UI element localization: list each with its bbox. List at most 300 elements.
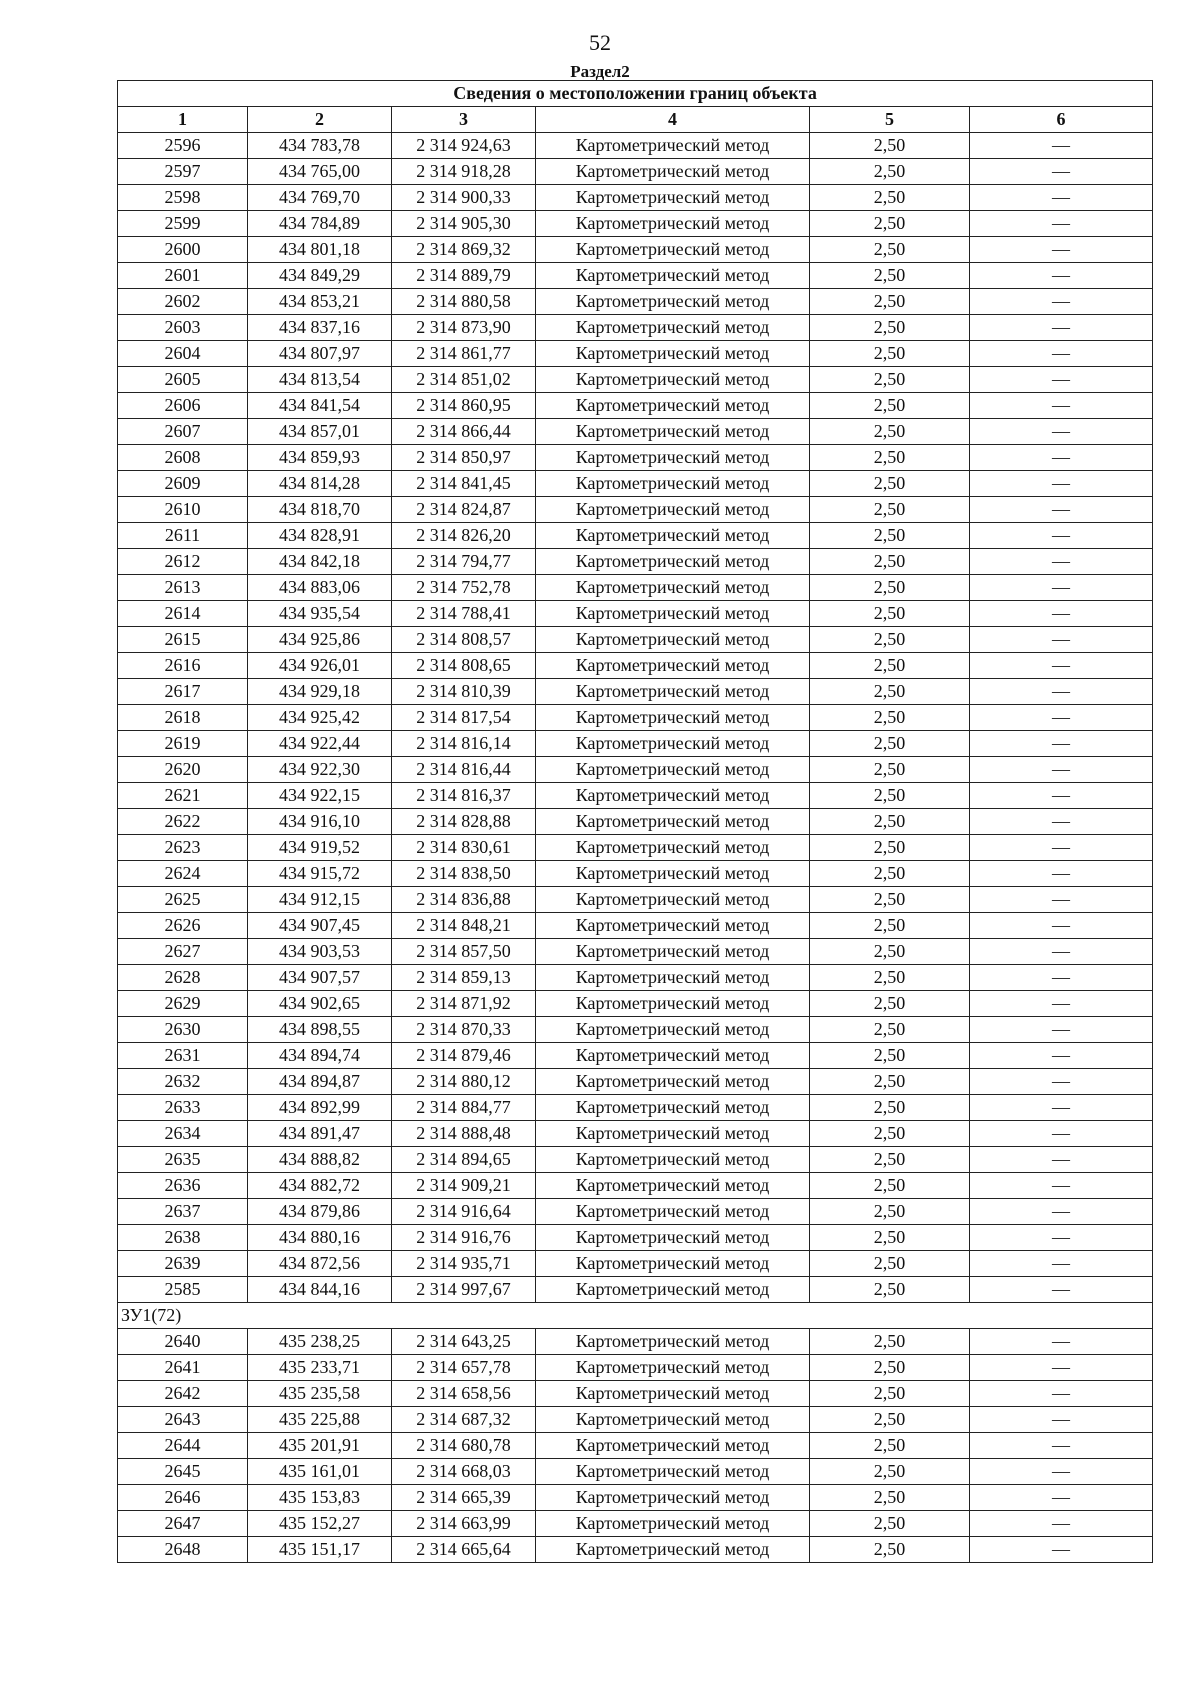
table-row xyxy=(118,1537,1153,1563)
table-cell: 2 314 916,76 xyxy=(392,1225,536,1251)
table-cell: Картометрический метод xyxy=(536,1173,810,1199)
table-cell: 2605 xyxy=(118,367,248,393)
table-cell: 2642 xyxy=(118,1381,248,1407)
table-cell: 2 314 859,13 xyxy=(392,965,536,991)
table-cell: 2,50 xyxy=(810,887,970,913)
table-cell: Картометрический метод xyxy=(536,315,810,341)
table-cell: Картометрический метод xyxy=(536,627,810,653)
table-cell: Картометрический метод xyxy=(536,211,810,237)
table-cell: — xyxy=(970,471,1153,497)
table-cell: — xyxy=(970,1459,1153,1485)
table-cell: 2,50 xyxy=(810,1511,970,1537)
table-cell: 434 842,18 xyxy=(248,549,392,575)
table-cell: 2 314 657,78 xyxy=(392,1355,536,1381)
table-row xyxy=(118,419,1153,445)
table-cell: 2623 xyxy=(118,835,248,861)
table-cell: 434 919,52 xyxy=(248,835,392,861)
table-cell: Картометрический метод xyxy=(536,679,810,705)
table-cell: 2,50 xyxy=(810,341,970,367)
table-row xyxy=(118,185,1153,211)
table-cell: 2,50 xyxy=(810,1277,970,1303)
table-cell: 2,50 xyxy=(810,159,970,185)
table-row xyxy=(118,705,1153,731)
table-cell: 2 314 857,50 xyxy=(392,939,536,965)
table-cell: — xyxy=(970,705,1153,731)
table-row xyxy=(118,991,1153,1017)
table-cell: — xyxy=(970,731,1153,757)
table-cell: 434 769,70 xyxy=(248,185,392,211)
table-cell: 2608 xyxy=(118,445,248,471)
table-cell: — xyxy=(970,913,1153,939)
table-cell: 2598 xyxy=(118,185,248,211)
table-cell: 2,50 xyxy=(810,1095,970,1121)
table-cell: Картометрический метод xyxy=(536,809,810,835)
table-cell: 2,50 xyxy=(810,1433,970,1459)
table-cell: 2596 xyxy=(118,133,248,159)
table-cell: 435 238,25 xyxy=(248,1329,392,1355)
table-cell: 434 828,91 xyxy=(248,523,392,549)
table-cell: Картометрический метод xyxy=(536,237,810,263)
table-cell: 434 929,18 xyxy=(248,679,392,705)
table-cell: — xyxy=(970,575,1153,601)
table-cell: 2,50 xyxy=(810,1407,970,1433)
table-cell: — xyxy=(970,263,1153,289)
table-cell: 2638 xyxy=(118,1225,248,1251)
table-cell: 2611 xyxy=(118,523,248,549)
table-cell: 435 151,17 xyxy=(248,1537,392,1563)
table-cell: — xyxy=(970,653,1153,679)
table-cell: 2621 xyxy=(118,783,248,809)
table-cell: Картометрический метод xyxy=(536,1485,810,1511)
table-cell: 2 314 668,03 xyxy=(392,1459,536,1485)
table-cell: — xyxy=(970,1121,1153,1147)
table-cell: 2,50 xyxy=(810,211,970,237)
table-cell: 2 314 900,33 xyxy=(392,185,536,211)
table-cell: 2622 xyxy=(118,809,248,835)
table-cell: 2 314 687,32 xyxy=(392,1407,536,1433)
table-row xyxy=(118,1329,1153,1355)
table-cell: 2 314 830,61 xyxy=(392,835,536,861)
table-cell: 2610 xyxy=(118,497,248,523)
table-cell: 435 152,27 xyxy=(248,1511,392,1537)
table-cell: 2601 xyxy=(118,263,248,289)
table-cell: Картометрический метод xyxy=(536,341,810,367)
table-cell: 2,50 xyxy=(810,471,970,497)
table-cell: 2,50 xyxy=(810,783,970,809)
table-cell: 2,50 xyxy=(810,601,970,627)
table-cell: 2,50 xyxy=(810,133,970,159)
table-cell: 2 314 905,30 xyxy=(392,211,536,237)
table-cell: 2 314 658,56 xyxy=(392,1381,536,1407)
table-cell: 2624 xyxy=(118,861,248,887)
table-cell: 2,50 xyxy=(810,1199,970,1225)
table-cell: 2,50 xyxy=(810,705,970,731)
table-cell: 434 915,72 xyxy=(248,861,392,887)
table-row xyxy=(118,861,1153,887)
table-cell: Картометрический метод xyxy=(536,1407,810,1433)
table-cell: 434 935,54 xyxy=(248,601,392,627)
table-title: Сведения о местоположении границ объекта xyxy=(118,81,1153,107)
table-row xyxy=(118,783,1153,809)
boundary-coordinates-table xyxy=(117,80,1153,1563)
table-row xyxy=(118,1069,1153,1095)
table-cell: 2 314 824,87 xyxy=(392,497,536,523)
table-cell: Картометрический метод xyxy=(536,445,810,471)
table-cell: 434 882,72 xyxy=(248,1173,392,1199)
table-row xyxy=(118,1407,1153,1433)
table-row xyxy=(118,133,1153,159)
table-cell: — xyxy=(970,991,1153,1017)
table-cell: 2 314 866,44 xyxy=(392,419,536,445)
table-row xyxy=(118,1199,1153,1225)
table-row xyxy=(118,549,1153,575)
table-row xyxy=(118,1485,1153,1511)
table-cell: 2599 xyxy=(118,211,248,237)
table-cell: Картометрический метод xyxy=(536,1355,810,1381)
table-cell: 2,50 xyxy=(810,393,970,419)
table-cell: 2,50 xyxy=(810,497,970,523)
table-row xyxy=(118,1095,1153,1121)
table-cell: — xyxy=(970,1329,1153,1355)
table-cell: 2 314 643,25 xyxy=(392,1329,536,1355)
table-cell: 434 814,28 xyxy=(248,471,392,497)
table-cell: 2636 xyxy=(118,1173,248,1199)
column-header-row xyxy=(118,107,1153,133)
table-cell: 2 314 997,67 xyxy=(392,1277,536,1303)
table-cell: 2,50 xyxy=(810,1173,970,1199)
table-cell: 434 894,74 xyxy=(248,1043,392,1069)
table-cell: 2,50 xyxy=(810,185,970,211)
table-cell: 2648 xyxy=(118,1537,248,1563)
table-cell: 2,50 xyxy=(810,653,970,679)
table-cell: 2633 xyxy=(118,1095,248,1121)
table-cell: 434 879,86 xyxy=(248,1199,392,1225)
table-cell: 434 818,70 xyxy=(248,497,392,523)
table-cell: — xyxy=(970,1381,1153,1407)
table-cell: 2 314 752,78 xyxy=(392,575,536,601)
table-cell: 434 784,89 xyxy=(248,211,392,237)
table-cell: 434 837,16 xyxy=(248,315,392,341)
table-row xyxy=(118,913,1153,939)
table-cell: 2634 xyxy=(118,1121,248,1147)
table-cell: Картометрический метод xyxy=(536,731,810,757)
table-cell: Картометрический метод xyxy=(536,263,810,289)
table-cell: 434 857,01 xyxy=(248,419,392,445)
group-row xyxy=(118,1303,1153,1329)
table-row xyxy=(118,1225,1153,1251)
table-cell: Картометрический метод xyxy=(536,835,810,861)
table-row xyxy=(118,1121,1153,1147)
table-row xyxy=(118,1251,1153,1277)
table-row xyxy=(118,159,1153,185)
table-cell: Картометрический метод xyxy=(536,1017,810,1043)
table-cell: 2,50 xyxy=(810,991,970,1017)
table-cell: — xyxy=(970,445,1153,471)
table-cell: 2 314 918,28 xyxy=(392,159,536,185)
table-cell: 434 907,45 xyxy=(248,913,392,939)
table-cell: — xyxy=(970,861,1153,887)
table-cell: Картометрический метод xyxy=(536,289,810,315)
table-cell: 434 880,16 xyxy=(248,1225,392,1251)
table-cell: 434 898,55 xyxy=(248,1017,392,1043)
table-cell: — xyxy=(970,1225,1153,1251)
table-row xyxy=(118,1459,1153,1485)
table-cell: — xyxy=(970,237,1153,263)
table-cell: 2619 xyxy=(118,731,248,757)
table-row xyxy=(118,835,1153,861)
table-cell: 2 314 816,37 xyxy=(392,783,536,809)
table-cell: 2597 xyxy=(118,159,248,185)
table-cell: Картометрический метод xyxy=(536,1121,810,1147)
table-cell: 434 765,00 xyxy=(248,159,392,185)
table-cell: 2,50 xyxy=(810,315,970,341)
table-cell: 2600 xyxy=(118,237,248,263)
table-cell: — xyxy=(970,497,1153,523)
table-row xyxy=(118,601,1153,627)
table-cell: Картометрический метод xyxy=(536,757,810,783)
section-title: Раздел2 xyxy=(570,62,630,81)
table-cell: 2616 xyxy=(118,653,248,679)
table-row xyxy=(118,393,1153,419)
table-cell: — xyxy=(970,393,1153,419)
table-cell: — xyxy=(970,367,1153,393)
table-cell: 2 314 826,20 xyxy=(392,523,536,549)
table-cell: 2644 xyxy=(118,1433,248,1459)
table-row xyxy=(118,263,1153,289)
table-cell: 2 314 816,14 xyxy=(392,731,536,757)
table-cell: 2,50 xyxy=(810,965,970,991)
table-cell: — xyxy=(970,289,1153,315)
table-cell: 434 841,54 xyxy=(248,393,392,419)
table-cell: — xyxy=(970,627,1153,653)
table-row xyxy=(118,1017,1153,1043)
table-row xyxy=(118,1147,1153,1173)
table-row xyxy=(118,1433,1153,1459)
table-cell: 2,50 xyxy=(810,679,970,705)
table-cell: 435 235,58 xyxy=(248,1381,392,1407)
table-cell: 2 314 873,90 xyxy=(392,315,536,341)
table-cell: Картометрический метод xyxy=(536,523,810,549)
column-header: 1 xyxy=(118,107,248,133)
table-row xyxy=(118,1511,1153,1537)
table-cell: 2607 xyxy=(118,419,248,445)
table-cell: — xyxy=(970,523,1153,549)
table-cell: 2645 xyxy=(118,1459,248,1485)
table-cell: 2 314 894,65 xyxy=(392,1147,536,1173)
table-cell: Картометрический метод xyxy=(536,783,810,809)
table-cell: 2,50 xyxy=(810,1017,970,1043)
table-cell: Картометрический метод xyxy=(536,991,810,1017)
table-cell: 2,50 xyxy=(810,1459,970,1485)
table-cell: 2647 xyxy=(118,1511,248,1537)
table-cell: Картометрический метод xyxy=(536,1537,810,1563)
table-cell: 2,50 xyxy=(810,237,970,263)
table-cell: 2613 xyxy=(118,575,248,601)
table-cell: 2,50 xyxy=(810,1043,970,1069)
table-cell: — xyxy=(970,835,1153,861)
column-header: 4 xyxy=(536,107,810,133)
table-cell: — xyxy=(970,1407,1153,1433)
table-cell: 2,50 xyxy=(810,757,970,783)
table-cell: Картометрический метод xyxy=(536,575,810,601)
table-cell: 435 201,91 xyxy=(248,1433,392,1459)
table-row xyxy=(118,887,1153,913)
table-cell: Картометрический метод xyxy=(536,185,810,211)
table-cell: 2585 xyxy=(118,1277,248,1303)
table-cell: 434 891,47 xyxy=(248,1121,392,1147)
table-cell: 2629 xyxy=(118,991,248,1017)
table-cell: 2606 xyxy=(118,393,248,419)
table-cell: 2,50 xyxy=(810,1485,970,1511)
table-cell: — xyxy=(970,1043,1153,1069)
table-cell: 2630 xyxy=(118,1017,248,1043)
table-cell: 2 314 665,39 xyxy=(392,1485,536,1511)
table-cell: 2628 xyxy=(118,965,248,991)
table-cell: 434 907,57 xyxy=(248,965,392,991)
table-cell: 2 314 663,99 xyxy=(392,1511,536,1537)
table-cell: 2,50 xyxy=(810,289,970,315)
table-cell: 434 922,15 xyxy=(248,783,392,809)
table-cell: Картометрический метод xyxy=(536,1251,810,1277)
table-cell: 2620 xyxy=(118,757,248,783)
table-cell: Картометрический метод xyxy=(536,1433,810,1459)
table-cell: 434 916,10 xyxy=(248,809,392,835)
table-row xyxy=(118,1277,1153,1303)
table-row xyxy=(118,1043,1153,1069)
table-cell: 2640 xyxy=(118,1329,248,1355)
table-cell: 2,50 xyxy=(810,1069,970,1095)
table-cell: 2 314 828,88 xyxy=(392,809,536,835)
table-cell: Картометрический метод xyxy=(536,1277,810,1303)
table-cell: 2614 xyxy=(118,601,248,627)
table-row xyxy=(118,1381,1153,1407)
column-header: 5 xyxy=(810,107,970,133)
table-row xyxy=(118,315,1153,341)
table-cell: — xyxy=(970,133,1153,159)
table-cell: 2 314 838,50 xyxy=(392,861,536,887)
table-cell: 434 844,16 xyxy=(248,1277,392,1303)
table-cell: 434 894,87 xyxy=(248,1069,392,1095)
table-cell: 2 314 810,39 xyxy=(392,679,536,705)
table-cell: 435 233,71 xyxy=(248,1355,392,1381)
table-cell: 2 314 848,21 xyxy=(392,913,536,939)
table-cell: 2635 xyxy=(118,1147,248,1173)
table-cell: 2,50 xyxy=(810,913,970,939)
table-cell: 2643 xyxy=(118,1407,248,1433)
table-row xyxy=(118,757,1153,783)
table-row xyxy=(118,939,1153,965)
table-cell: — xyxy=(970,1069,1153,1095)
table-cell: Картометрический метод xyxy=(536,965,810,991)
table-cell: 434 892,99 xyxy=(248,1095,392,1121)
table-cell: Картометрический метод xyxy=(536,419,810,445)
table-cell: 434 902,65 xyxy=(248,991,392,1017)
table-cell: — xyxy=(970,185,1153,211)
table-cell: 2,50 xyxy=(810,809,970,835)
table-cell: 2 314 916,64 xyxy=(392,1199,536,1225)
table-row xyxy=(118,653,1153,679)
table-cell: 2,50 xyxy=(810,367,970,393)
table-row xyxy=(118,445,1153,471)
table-cell: Картометрический метод xyxy=(536,1225,810,1251)
table-cell: Картометрический метод xyxy=(536,393,810,419)
table-cell: 2617 xyxy=(118,679,248,705)
table-cell: 434 883,06 xyxy=(248,575,392,601)
table-cell: 434 922,44 xyxy=(248,731,392,757)
table-cell: Картометрический метод xyxy=(536,1199,810,1225)
table-cell: — xyxy=(970,809,1153,835)
table-cell: 2604 xyxy=(118,341,248,367)
table-body xyxy=(118,133,1153,1563)
table-cell: 434 926,01 xyxy=(248,653,392,679)
table-cell: 2,50 xyxy=(810,861,970,887)
table-cell: 2609 xyxy=(118,471,248,497)
column-header: 3 xyxy=(392,107,536,133)
table-cell: 2,50 xyxy=(810,835,970,861)
table-cell: 2 314 850,97 xyxy=(392,445,536,471)
table-cell: — xyxy=(970,939,1153,965)
table-cell: 2 314 880,58 xyxy=(392,289,536,315)
table-cell: Картометрический метод xyxy=(536,1043,810,1069)
table-row xyxy=(118,497,1153,523)
table-cell: 2,50 xyxy=(810,1537,970,1563)
table-cell: Картометрический метод xyxy=(536,1069,810,1095)
table-cell: 434 912,15 xyxy=(248,887,392,913)
table-cell: Картометрический метод xyxy=(536,1147,810,1173)
table-cell: 434 888,82 xyxy=(248,1147,392,1173)
table-cell: Картометрический метод xyxy=(536,549,810,575)
table-cell: — xyxy=(970,419,1153,445)
table-cell: 2 314 817,54 xyxy=(392,705,536,731)
table-row xyxy=(118,367,1153,393)
table-row xyxy=(118,1355,1153,1381)
table-cell: 2641 xyxy=(118,1355,248,1381)
table-row xyxy=(118,731,1153,757)
table-cell: 2 314 841,45 xyxy=(392,471,536,497)
table-cell: — xyxy=(970,211,1153,237)
table-cell: 2 314 808,57 xyxy=(392,627,536,653)
table-cell: 2618 xyxy=(118,705,248,731)
table-cell: Картометрический метод xyxy=(536,1511,810,1537)
table-row xyxy=(118,627,1153,653)
page-number: 52 xyxy=(589,30,611,55)
table-cell: 2646 xyxy=(118,1485,248,1511)
column-header: 2 xyxy=(248,107,392,133)
table-cell: 434 922,30 xyxy=(248,757,392,783)
table-cell: 2 314 879,46 xyxy=(392,1043,536,1069)
table-cell: 2 314 869,32 xyxy=(392,237,536,263)
table-cell: — xyxy=(970,965,1153,991)
table-cell: — xyxy=(970,315,1153,341)
table-cell: — xyxy=(970,1277,1153,1303)
table-cell: 2,50 xyxy=(810,1355,970,1381)
table-cell: — xyxy=(970,601,1153,627)
table-cell: Картометрический метод xyxy=(536,601,810,627)
table-cell: Картометрический метод xyxy=(536,133,810,159)
table-cell: 2,50 xyxy=(810,419,970,445)
table-cell: 2,50 xyxy=(810,575,970,601)
table-cell: 2 314 935,71 xyxy=(392,1251,536,1277)
table-cell: 2 314 870,33 xyxy=(392,1017,536,1043)
table-cell: Картометрический метод xyxy=(536,1381,810,1407)
table-cell: 434 783,78 xyxy=(248,133,392,159)
table-cell: Картометрический метод xyxy=(536,913,810,939)
table-cell: — xyxy=(970,1433,1153,1459)
table-cell: 2615 xyxy=(118,627,248,653)
table-cell: 2 314 888,48 xyxy=(392,1121,536,1147)
table-cell: 434 813,54 xyxy=(248,367,392,393)
table-cell: 2 314 788,41 xyxy=(392,601,536,627)
